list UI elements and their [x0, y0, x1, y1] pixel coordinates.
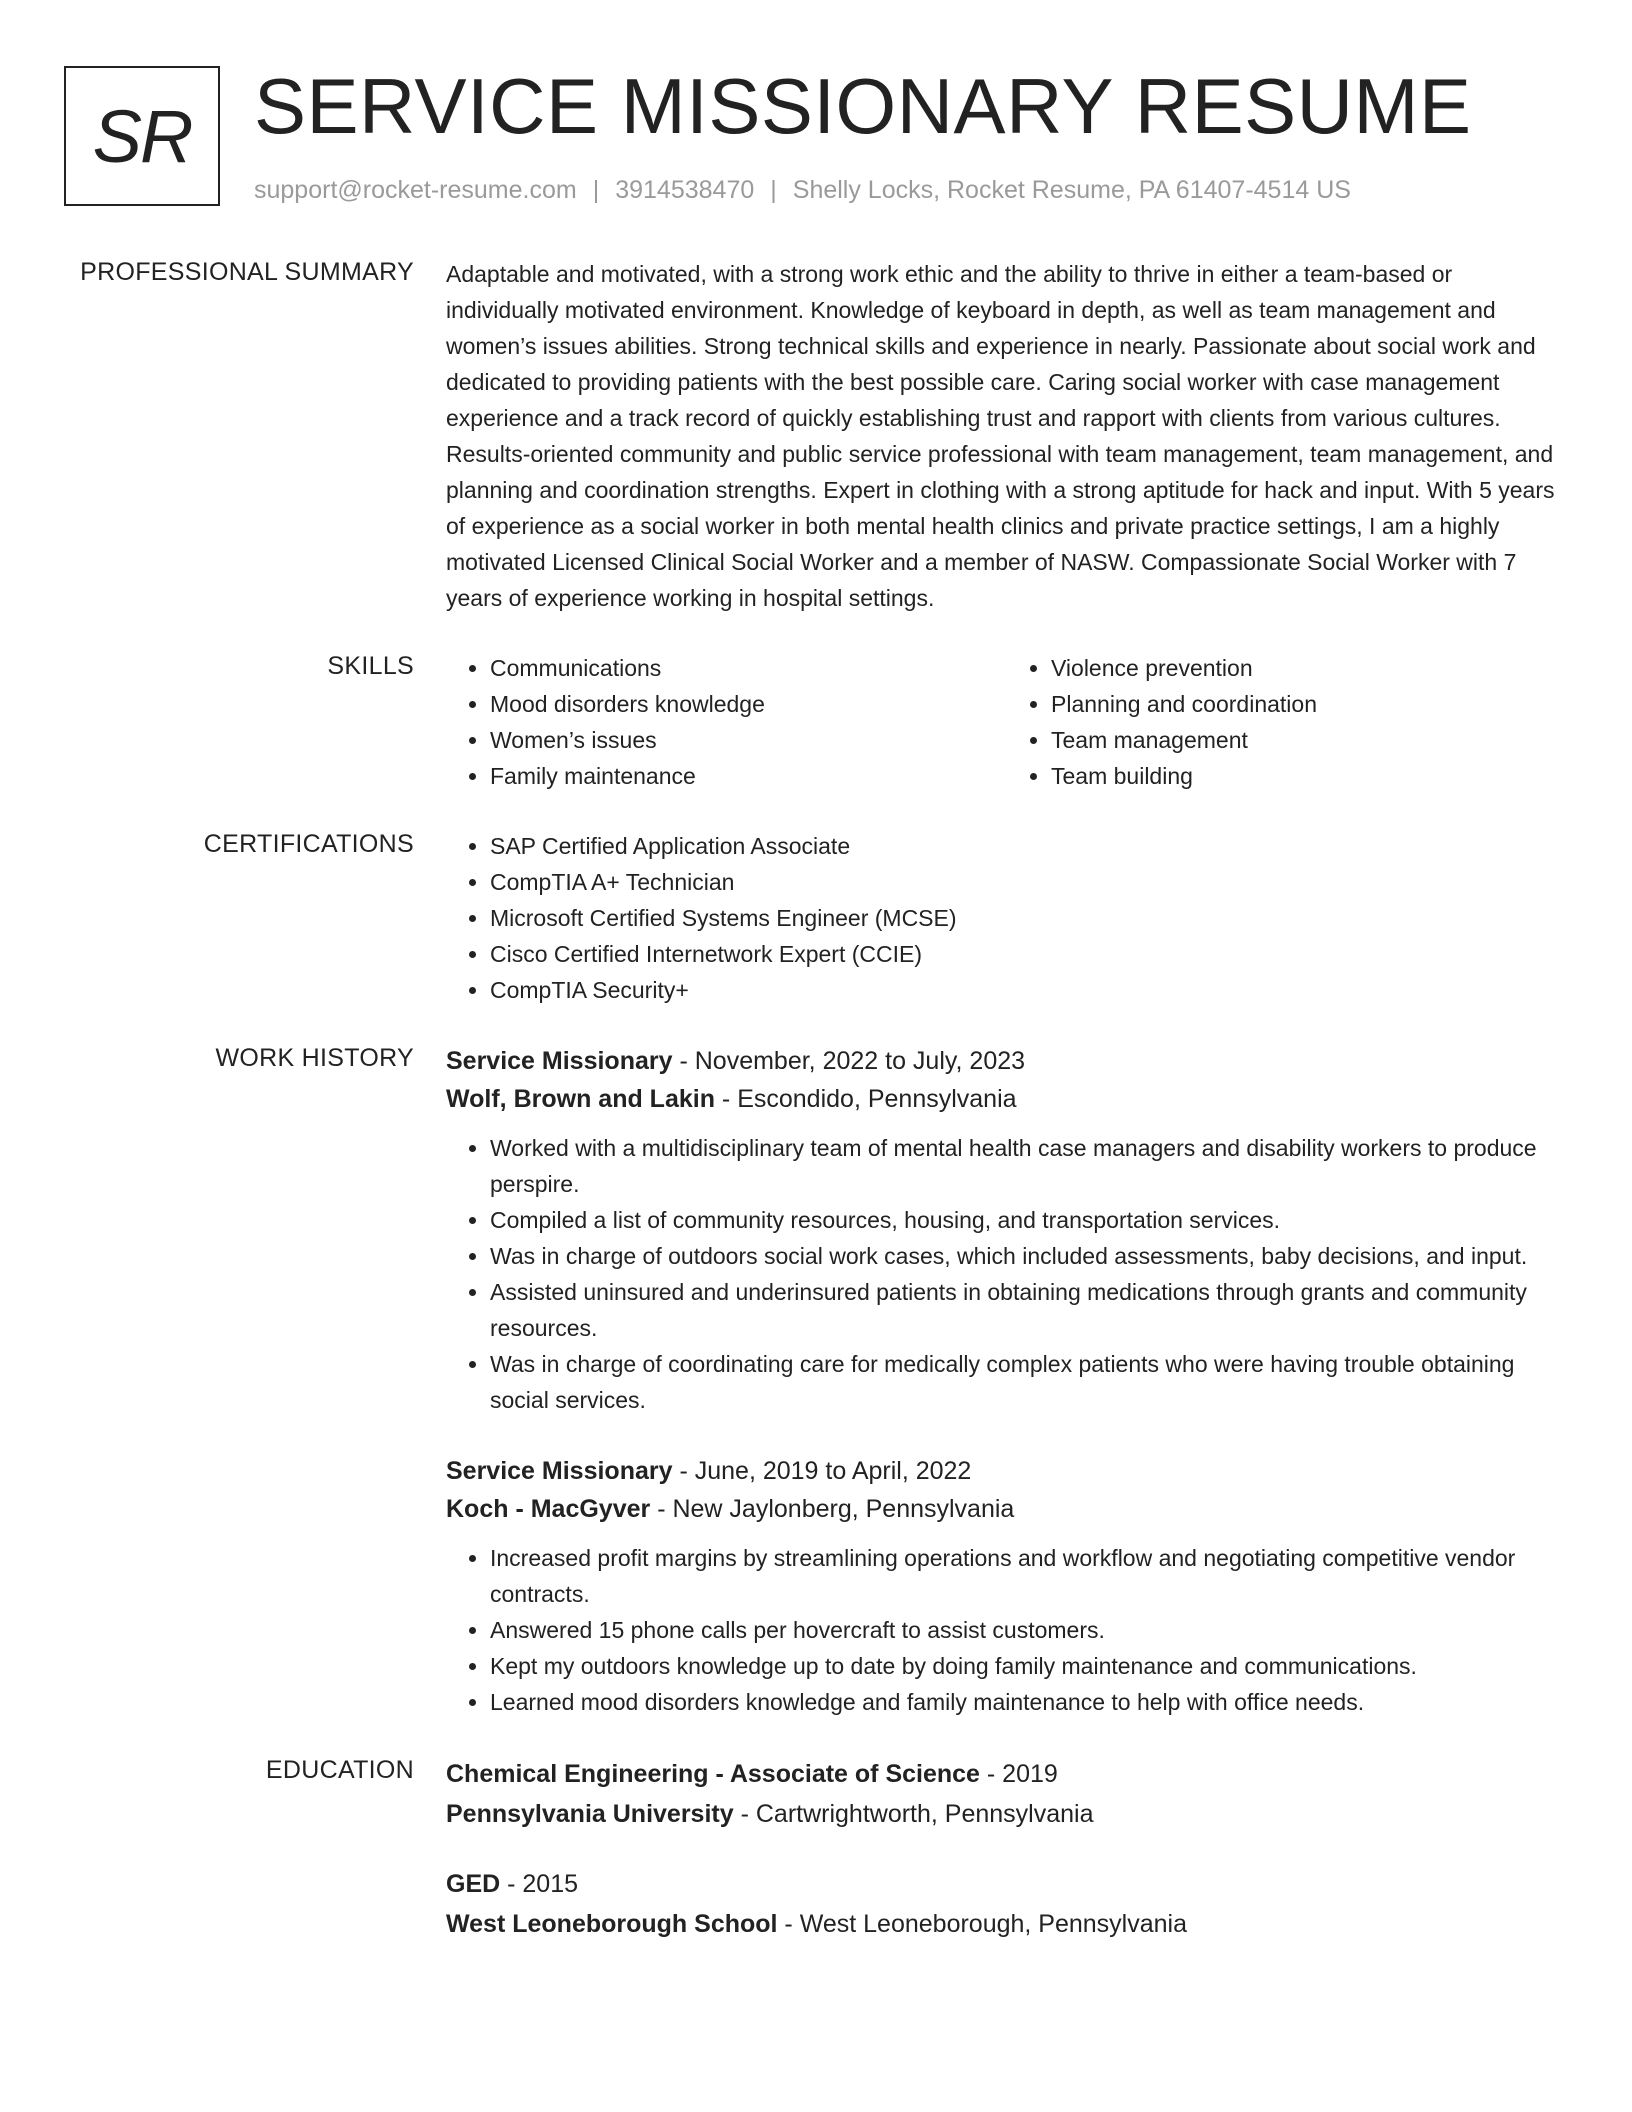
school-name: West Leoneborough School [446, 1910, 778, 1938]
skill-item: • Communications [490, 650, 1007, 686]
company-location: - New Jaylonberg, Pennsylvania [650, 1495, 1015, 1523]
certification-item: • CompTIA A+ Technician [490, 864, 1568, 900]
section-heading: CERTIFICATIONS [203, 830, 414, 858]
job-title: Service Missionary [446, 1457, 673, 1485]
school-location: - Cartwrightworth, Pennsylvania [733, 1800, 1094, 1828]
duty-item: • Answered 15 phone calls per hovercraft to assist customers. [490, 1612, 1568, 1648]
job-duties-list [446, 1130, 1568, 1418]
resume-header [64, 64, 1564, 214]
job-title: Service Missionary [446, 1047, 673, 1075]
duty-item: • Assisted uninsured and underinsured patients in obtaining medications through grants and community resources. [490, 1274, 1568, 1346]
duty-item: • Compiled a list of community resources, housing, and transportation services. [490, 1202, 1568, 1238]
summary-text: Adaptable and motivated, with a strong work ethic and the ability to thrive in either a team-based or individually motivated environment. Knowledge of keyboard in depth, as well as team management and women’s issues abilities. Strong technical skills and experience in nearly. Passionate about social work and dedicated to providing patients with the best possible care. Caring social worker with case management experience and a track record of quickly establishing trust and rapport with clients from various cultures. Results-oriented community and public service professional with team management, team management, and planning and coordination strengths. Expert in clothing with a strong aptitude for hack and input. With 5 years of experience as a social worker in both mental health clinics and private practice settings, I am a highly motivated Licensed Clinical Social Worker and a member of NASW. Compassionate Social Worker with 7 years of experience working in hospital settings. [446, 261, 1555, 611]
skill-item: • Women’s issues [490, 722, 1007, 758]
skills-list-right [1007, 650, 1568, 794]
resume-content [64, 256, 1568, 1978]
degree-year: - 2019 [979, 1760, 1058, 1788]
education-section [64, 1754, 1568, 1944]
skill-item: • Planning and coordination [1051, 686, 1568, 722]
company-name: Koch - MacGyver [446, 1495, 651, 1523]
contact-line [254, 176, 1351, 205]
certifications-section [64, 828, 1568, 1008]
duty-item: • Worked with a multidisciplinary team of mental health case managers and disability workers to produce perspire. [490, 1130, 1568, 1202]
skill-item: • Team management [1051, 722, 1568, 758]
school-line [446, 1904, 1568, 1944]
duty-item: • Was in charge of outdoors social work cases, which included assessments, baby decisions, and input. [490, 1238, 1568, 1274]
degree-line [446, 1864, 1568, 1904]
company-name: Wolf, Brown and Lakin [446, 1085, 715, 1113]
skill-item: • Team building [1051, 758, 1568, 794]
skill-item: • Mood disorders knowledge [490, 686, 1007, 722]
school-location: - West Leoneborough, Pennsylvania [777, 1910, 1188, 1938]
degree-year: - 2015 [500, 1870, 579, 1898]
degree-name: GED [446, 1870, 501, 1898]
contact-separator: | [592, 176, 600, 204]
job-dates: - June, 2019 to April, 2022 [672, 1457, 972, 1485]
job-duties-list [446, 1540, 1568, 1720]
initials-monogram: SR [64, 66, 220, 206]
skill-item: • Family maintenance [490, 758, 1007, 794]
job-entry [446, 1452, 1568, 1720]
email-text: support@rocket-resume.com [254, 176, 577, 204]
duty-item: • Increased profit margins by streamlining operations and workflow and negotiating competitive vendor contracts. [490, 1540, 1568, 1612]
certification-item: • Microsoft Certified Systems Engineer (MCSE) [490, 900, 1568, 936]
duty-item: • Learned mood disorders knowledge and family maintenance to help with office needs. [490, 1684, 1568, 1720]
duty-item: • Was in charge of coordinating care for medically complex patients who were having trouble obtaining social services. [490, 1346, 1568, 1418]
skill-item: • Violence prevention [1051, 650, 1568, 686]
duty-item: • Kept my outdoors knowledge up to date by doing family maintenance and communications. [490, 1648, 1568, 1684]
skills-list-left [446, 650, 1007, 794]
certification-item: • Cisco Certified Internetwork Expert (CCIE) [490, 936, 1568, 972]
school-line [446, 1794, 1568, 1834]
summary-section [64, 256, 1568, 616]
section-heading: SKILLS [327, 652, 414, 680]
certifications-list [446, 828, 1568, 1008]
certification-item: • CompTIA Security+ [490, 972, 1568, 1008]
school-name: Pennsylvania University [446, 1800, 734, 1828]
section-heading: PROFESSIONAL SUMMARY [80, 258, 414, 286]
section-heading: WORK HISTORY [215, 1044, 414, 1072]
degree-name: Chemical Engineering - Associate of Science [446, 1760, 980, 1788]
certification-item: • SAP Certified Application Associate [490, 828, 1568, 864]
contact-separator: | [770, 176, 777, 204]
job-company-line [446, 1080, 1568, 1118]
phone-text: 3914538470 [615, 176, 755, 204]
education-entry [446, 1754, 1568, 1834]
work-history-section [64, 1042, 1568, 1720]
education-entry [446, 1864, 1568, 1944]
page-title: SERVICE MISSIONARY RESUME [254, 62, 1472, 150]
job-title-line [446, 1452, 1568, 1490]
job-company-line [446, 1490, 1568, 1528]
job-title-line [446, 1042, 1568, 1080]
degree-line [446, 1754, 1568, 1794]
address-text: Shelly Locks, Rocket Resume, PA 61407-4514 US [792, 176, 1351, 204]
job-entry [446, 1042, 1568, 1418]
skills-section [64, 650, 1568, 794]
job-dates: - November, 2022 to July, 2023 [672, 1047, 1026, 1075]
company-location: - Escondido, Pennsylvania [714, 1085, 1017, 1113]
section-heading: EDUCATION [265, 1756, 414, 1784]
